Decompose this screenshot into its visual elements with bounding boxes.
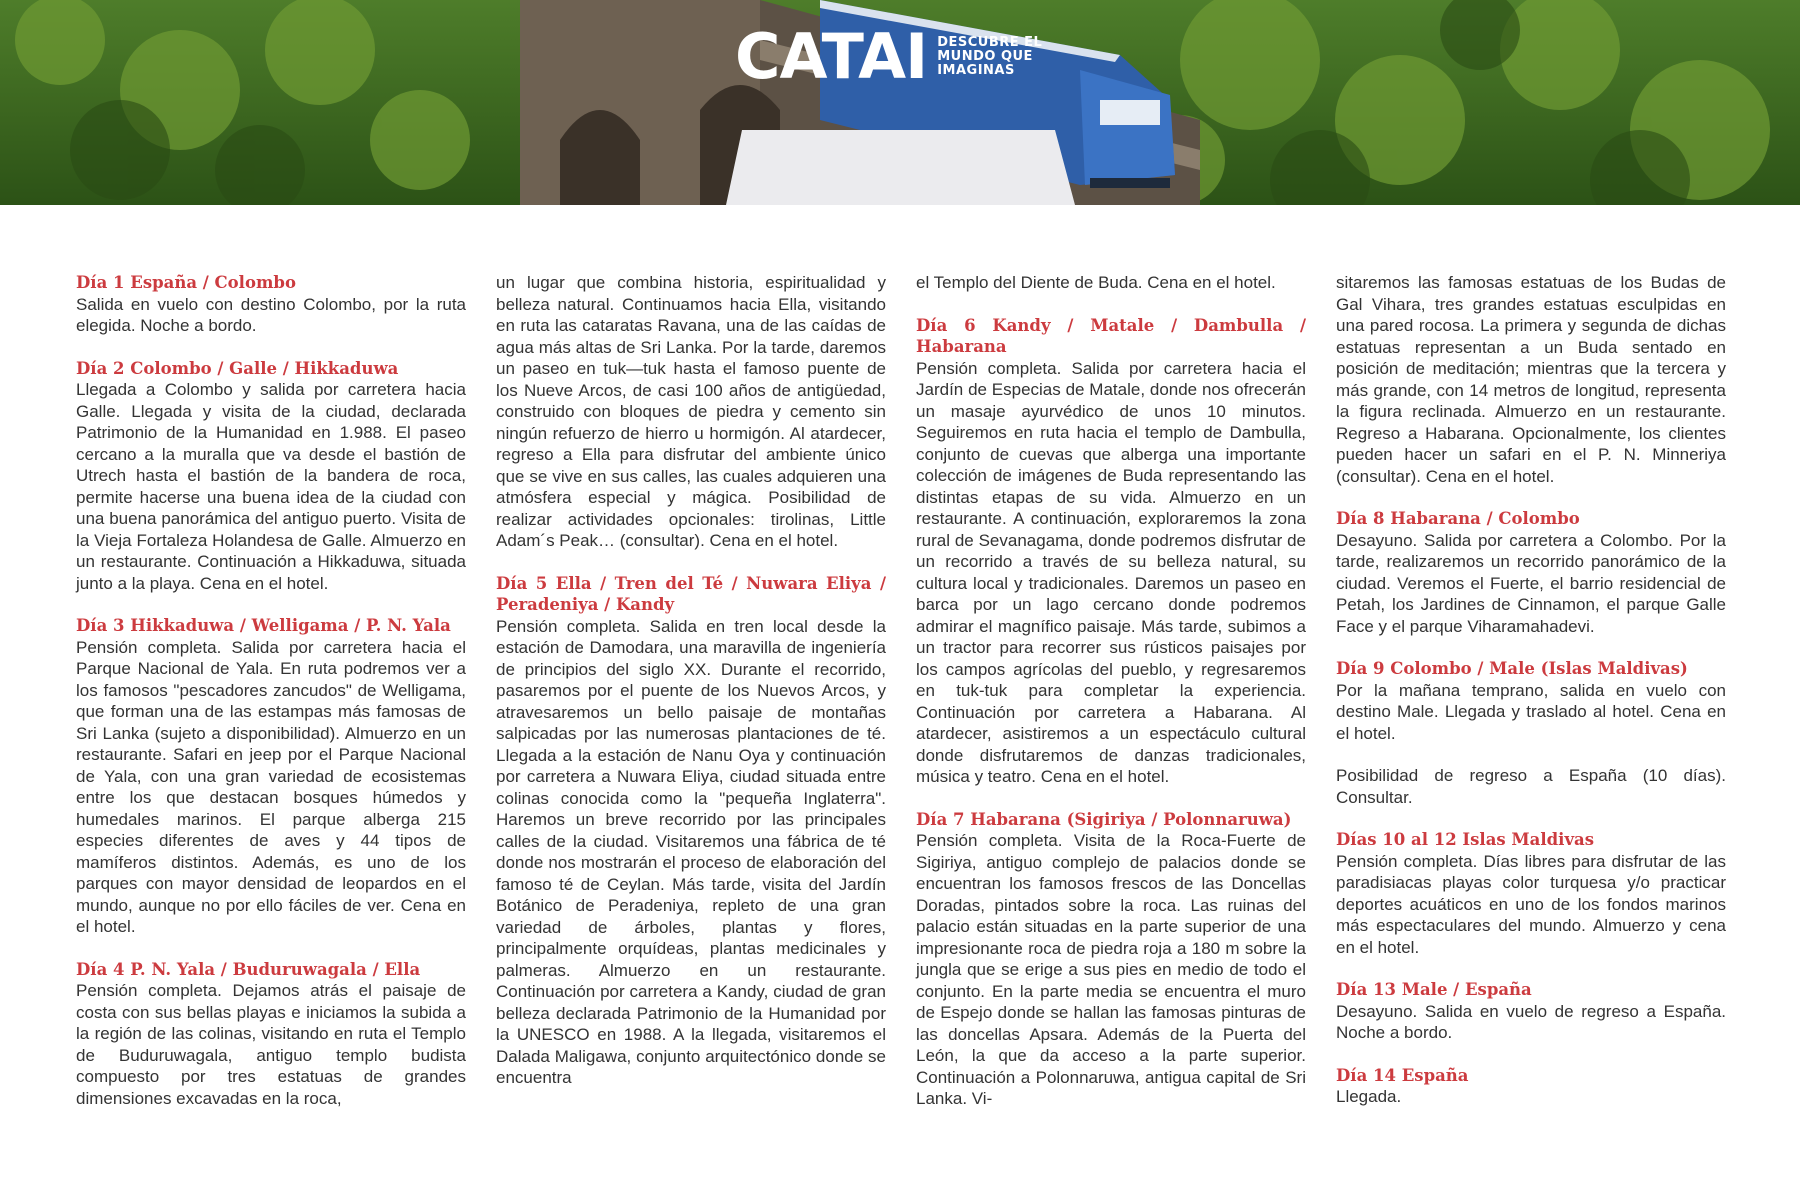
itinerary-columns <box>76 272 1726 1152</box>
day-heading: Día 6 Kandy / Matale / Dambulla / Habarana <box>916 315 1306 356</box>
day-5-block <box>496 573 886 1089</box>
itinerary-column-3 <box>916 272 1306 1152</box>
itinerary-column-4 <box>1336 272 1726 1152</box>
day-9-block <box>1336 658 1726 744</box>
day-text: Por la mañana temprano, salida en vuelo con destino Male. Llegada y traslado al hotel. Cena en el hotel. <box>1336 680 1726 743</box>
day-8-block <box>1336 508 1726 637</box>
day-text: Pensión completa. Salida por carretera hacia el Parque Nacional de Yala. En ruta podremos ver a los famosos "pescadores zancudos" de Welligama, que forman una de las estampas más famosas de Sri Lanka (sujeto a disponibilidad). Almuerzo en un restaurante. Safari en jeep por el Parque Nacional de Yala, con una gran variedad de ecosistemas entre los que destacan bosques húmedos y humedales marinos. El parque alberga 215 especies diferentes de aves y 44 tipos de mamíferos distintos. Además, es uno de los parques con mayor densidad de leopardos en el mundo, aunque no por ello fáciles de ver. Cena en el hotel. <box>76 637 466 936</box>
day-3-block <box>76 615 466 938</box>
logo-wordmark: CATAI <box>735 20 928 93</box>
day-text: Posibilidad de regreso a España (10 días). Consultar. <box>1336 766 1726 807</box>
day-14-block <box>1336 1065 1726 1108</box>
day-text: Llegada a Colombo y salida por carretera hacia Galle. Llegada y visita de la ciudad, declarada Patrimonio de la Humanidad en 1.988. El paseo cercano a la muralla que va desde el bastión de Utrech hasta el bastión de la bandera de roca, permite hacerse una buena idea de la ciudad con una buena panorámica del antiguo puerto. Visita de la Vieja Fortaleza Holandesa de Galle. Almuerzo en un restaurante. Continuación a Hikkaduwa, situada junto a la playa. Cena en el hotel. <box>76 380 466 593</box>
day-heading: Día 14 España <box>1336 1065 1469 1085</box>
day-text: Pensión completa. Salida en tren local desde la estación de Damodara, una maravilla de ingeniería de principios del siglo XX. Durante el recorrido, pasaremos por el puente de los Nuevos Arcos, y atravesaremos un bello paisaje de montañas salpicadas por las numerosas plantaciones de té. Llegada a la estación de Nanu Oya y continuación por carretera a Nuwara Eliya, ciudad situada entre colinas conocida como la "pequeña Inglaterra". Haremos un breve recorrido por las principales calles de la ciudad. Visitaremos una fábrica de té donde nos mostrarán el proceso de elaboración del famoso té de Ceylan. Más tarde, visita del Jardín Botánico de Peradeniya, repleto de una gran variedad de árboles, plantas y flores, principalmente orquídeas, plantas medicinales y palmeras. Almuerzo en un restaurante. Continuación por carretera a Kandy, ciudad de gran belleza declarada Patrimonio de la Humanidad por la UNESCO en 1988. A la llegada, visitaremos el Dalada Maligawa, conjunto arquitectónico donde se encuentra <box>496 616 886 1087</box>
day-heading: Días 10 al 12 Islas Maldivas <box>1336 830 1595 849</box>
day-heading: Día 4 P. N. Yala / Buduruwagala / Ella <box>76 959 421 979</box>
day-heading: Día 5 Ella / Tren del Té / Nuwara Eliya / Peradeniya / Kandy <box>496 573 886 614</box>
day-text: sitaremos las famosas estatuas de los Budas de Gal Vihara, tres grandes estatuas esculpidas en una pared rocosa. La primera y segunda de dichas estatuas representan a un Buda sentado en posición de meditación; mientras que la tercera y más grande, con 14 metros de longitud, representa la figura reclinada. Almuerzo en un restaurante. Regreso a Habarana. Opcionalmente, los clientes pueden hacer un safari en el P. N. Minneriya (consultar). Cena en el hotel. <box>1336 273 1726 486</box>
day-heading: Día 13 Male / España <box>1336 980 1532 999</box>
day-13-block <box>1336 979 1726 1044</box>
day-2-block <box>76 358 466 595</box>
day-heading: Día 3 Hikkaduwa / Welligama / P. N. Yala <box>76 616 451 635</box>
day-text: Pensión completa. Salida por carretera hacia el Jardín de Especias de Matale, donde nos ofrecerán un masaje ayurvédico de unos 10 minutos. Seguiremos en ruta hacia el templo de Dambulla, conjunto de cuevas que alberga una importante colección de imágenes de Buda representando las distintas etapas de su vida. Almuerzo en un restaurante. A continuación, exploraremos la zona rural de Sevanagama, donde podremos disfrutar de un recorrido a través de su belleza natural, su cultura local y tradicionales. Daremos un paseo en barca por un lago cercano donde podremos admirar el magnífico paisaje. Más tarde, subimos a un tractor para recorrer sus rústicos paisajes por los campos agrícolas del pueblo, y regresaremos en tuk-tuk para completar la experiencia. Continuación por carretera a Habarana. Al atardecer, asistiremos a un espectáculo cultural donde disfrutaremos de danzas tradicionales, música y teatro. Cena en el hotel. <box>916 358 1306 786</box>
day-heading: Día 2 Colombo / Galle / Hikkaduwa <box>76 358 399 378</box>
day-heading: Día 8 Habarana / Colombo <box>1336 509 1580 528</box>
day-text: Pensión completa. Dejamos atrás el paisaje de costa con sus bellas playas e iniciamos la subida a la región de las colinas, visitando en ruta el Templo de Buduruwagala, antiguo templo budista compuesto por tres estatuas de grandes dimensiones excavadas en la roca, <box>76 981 466 1108</box>
day-5-continued <box>916 272 1306 294</box>
day-4-block <box>76 959 466 1110</box>
day-4-continued <box>496 272 886 552</box>
day-6-block <box>916 315 1306 788</box>
day-7-block <box>916 809 1306 1110</box>
day-text: Pensión completa. Visita de la Roca-Fuerte de Sigiriya, antiguo complejo de palacios donde se encuentran los famosos frescos de las Doncellas Doradas, pintados sobre la roca. Las ruinas del palacio están situadas en la parte superior de una impresionante roca de piedra roja a 180 m sobre la jungla que se erige a sus pies en medio de todo el conjunto. En la parte media se encuentra el muro de Espejo donde se hallan las famosas pinturas de las doncellas Apsara. Además de la Puerta del León, la que da acceso a la parte superior. Continuación a Polonnaruwa, antigua capital de Sri Lanka. Vi- <box>916 831 1306 1108</box>
return-option-note <box>1336 765 1726 808</box>
day-text: Desayuno. Salida en vuelo de regreso a España. Noche a bordo. <box>1336 1001 1726 1042</box>
day-heading: Día 7 Habarana (Sigiriya / Polonnaruwa) <box>916 809 1292 829</box>
day-text: Salida en vuelo con destino Colombo, por la ruta elegida. Noche a bordo. <box>76 294 466 335</box>
hero-photo <box>0 0 1800 205</box>
day-1-block <box>76 272 466 337</box>
itinerary-column-1 <box>76 272 466 1152</box>
itinerary-column-2 <box>496 272 886 1152</box>
day-text: un lugar que combina historia, espiritualidad y belleza natural. Continuamos hacia Ella, visitando en ruta las cataratas Ravana, una de las caídas de agua más altas de Sri Lanka. Por la tarde, daremos un paseo en tuk—tuk hasta el famoso puente de los Nueve Arcos, de casi 100 años de antigüedad, construido con bloques de piedra y cemento sin ningún refuerzo de hierro u hormigón. Al atardecer, regreso a Ella para disfrutar del ambiente único que se vive en sus calles, las cuales adquieren una atmósfera especial y mágica. Posibilidad de realizar actividades opcionales: tirolinas, Little Adam´s Peak… (consultar). Cena en el hotel. <box>496 273 886 550</box>
day-heading: Día 9 Colombo / Male (Islas Maldivas) <box>1336 659 1688 678</box>
day-text: el Templo del Diente de Buda. Cena en el hotel. <box>916 273 1276 292</box>
day-heading: Día 1 España / Colombo <box>76 273 296 292</box>
day-text: Pensión completa. Días libres para disfrutar de las paradisiacas playas color turquesa y/o practicar deportes acuáticos en uno de los fondos marinos más espectaculares del mundo. Almuerzo y cena en el hotel. <box>1336 851 1726 957</box>
logo-tagline: DESCUBRE EL MUNDO QUE IMAGINAS <box>937 35 1043 78</box>
day-text: Desayuno. Salida por carretera a Colombo. Por la tarde, realizaremos un recorrido panorámico de la ciudad. Veremos el Fuerte, el barrio residencial de Petah, los Jardines de Cinnamon, el parque Galle Face y el parque Viharamahadevi. <box>1336 530 1726 636</box>
day-7-continued <box>1336 272 1726 487</box>
day-text: Llegada. <box>1336 1087 1402 1106</box>
day-10-12-block <box>1336 829 1726 958</box>
catai-logo <box>735 22 1057 92</box>
